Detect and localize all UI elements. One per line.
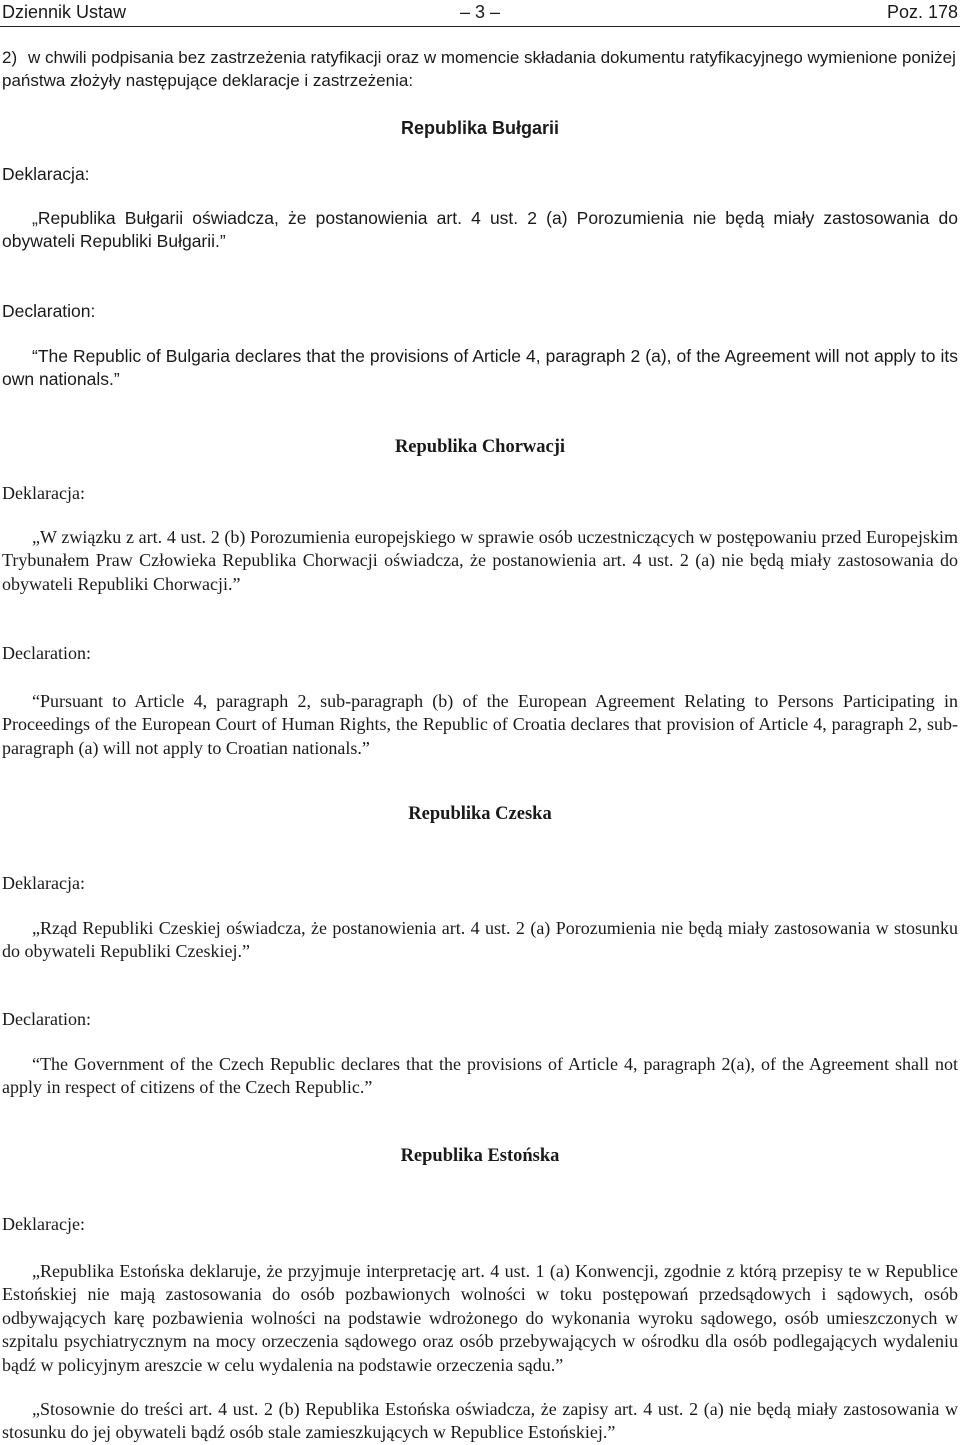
intro-paragraph <box>2 46 958 92</box>
heading-czech: Republika Czeska <box>408 804 552 824</box>
text-declaration-pl-czech: „Rząd Republiki Czeskiej oświadcza, że postanowienia art. 4 ust. 2 (a) Porozumienia nie będą miały zastosowania w stosunku do obywateli Republiki Czeskiej.” <box>2 918 958 962</box>
label-declaration-pl-czech: Deklaracja: <box>2 873 85 893</box>
text-declaration-pl-croatia: „W związku z art. 4 ust. 2 (b) Porozumienia europejskiego w sprawie osób uczestniczących w postępowaniu przed Europejskim Trybunałem Praw Człowieka Republika Chorwacji oświadcza, że postanowienia art. 4 ust. 2 (a) nie będą miały zastosowania do obywateli Republiki Chorwacji.” <box>2 527 958 594</box>
heading-bulgaria: Republika Bułgarii <box>400 118 560 138</box>
text-declaration-pl-bulgaria: „Republika Bułgarii oświadcza, że postanowienia art. 4 ust. 2 (a) Porozumienia nie będą miały zastosowania do obywateli Republiki Bułgarii.” <box>2 208 958 252</box>
text-declaration-en-czech: “The Government of the Czech Republic declares that the provisions of Article 4, paragraph 2(a), of the Agreement shall not apply in respect of citizens of the Czech Republic.” <box>2 1054 958 1098</box>
intro-number: 2) <box>2 48 18 67</box>
position-number: Poz. 178 <box>886 2 958 22</box>
running-header <box>0 0 960 27</box>
intro-text: w chwili podpisania bez zastrzeżenia ratyfikacji oraz w momencie składania dokumentu ratyfikacyjnego wymienione poniżej państwa złożyły następujące deklaracje i zastrzeżenia: <box>2 48 956 90</box>
text-declaration-pl-estonia-2: „Stosownie do treści art. 4 ust. 2 (b) Republika Estońska oświadcza, że zapisy art. 4 ust. 2 (a) nie będą miały zastosowania w stosunku do jej obywateli bądź osób stale zamieszkujących w Republice Estońskiej.” <box>2 1399 958 1443</box>
journal-title: Dziennik Ustaw <box>2 2 127 22</box>
label-declaration-pl-croatia: Deklaracja: <box>2 483 85 503</box>
label-declaration-pl-bulgaria: Deklaracja: <box>2 164 90 184</box>
heading-estonia: Republika Estońska <box>400 1146 560 1166</box>
label-declarations-pl-estonia: Deklaracje: <box>2 1214 85 1234</box>
text-declaration-en-croatia: “Pursuant to Article 4, paragraph 2, sub-paragraph (b) of the European Agreement Relating to Persons Participating in Proceedings of the European Court of Human Rights, the Republic of Croatia declares that provision of Article 4, paragraph 2, sub-paragraph (a) will not apply to Croatian nationals.” <box>2 691 958 758</box>
text-declaration-en-bulgaria: “The Republic of Bulgaria declares that the provisions of Article 4, paragraph 2 (a), of the Agreement will not apply to its own nationals.” <box>2 346 958 390</box>
heading-croatia: Republika Chorwacji <box>394 437 566 457</box>
page-number: – 3 – <box>459 2 501 22</box>
label-declaration-en-czech: Declaration: <box>2 1009 91 1029</box>
label-declaration-en-croatia: Declaration: <box>2 643 91 663</box>
label-declaration-en-bulgaria: Declaration: <box>2 301 96 321</box>
text-declaration-pl-estonia-1: „Republika Estońska deklaruje, że przyjmuje interpretację art. 4 ust. 1 (a) Konwencji, zgodnie z którą przepisy te w Republice Estońskiej nie mają zastosowania do osób pozbawionych wolności w toku postępowań przedsądowych i sądowych, osób odbywających karę pozbawienia wolności na podstawie wdrożonego do wykonania wyroku sądowego, osób umieszczonych w szpitalu psychiatrycznym na mocy orzeczenia sądowego oraz osób przebywających w ośrodku dla osób podlegających wydaleniu bądź w policyjnym areszcie w celu wydalenia na podstawie orzeczenia sądu.” <box>2 1261 958 1375</box>
